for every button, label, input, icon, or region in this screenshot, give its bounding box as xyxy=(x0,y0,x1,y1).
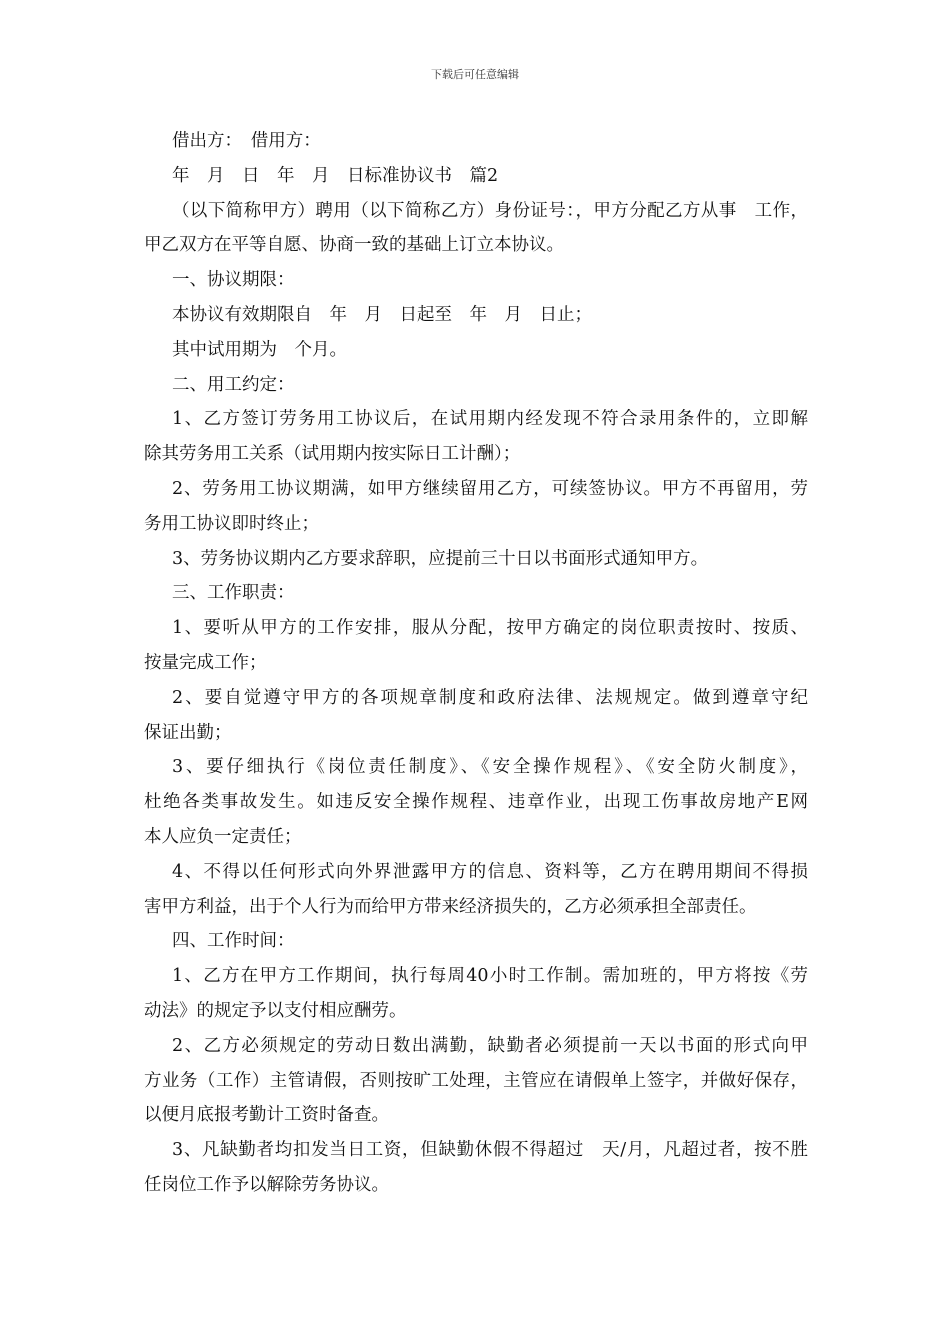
paragraph-line: 以便月底报考勤计工资时备查。 xyxy=(144,1105,389,1126)
paragraph-line: 4、不得以任何形式向外界泄露甲方的信息、资料等，乙方在聘用期间不得损 xyxy=(172,861,808,882)
section-heading: 二、用工约定： xyxy=(172,374,295,395)
paragraph-line: 1、乙方签订劳务用工协议后，在试用期内经发现不符合录用条件的，立即解 xyxy=(172,409,808,430)
paragraph-line: 3、要仔细执行《岗位责任制度》、《安全操作规程》、《安全防火制度》， xyxy=(172,757,808,778)
page-header-note: 下载后可任意编辑 xyxy=(431,68,519,81)
signature-line: 借出方： 借用方： xyxy=(172,131,321,151)
paragraph-line: 本人应负一定责任； xyxy=(144,826,302,847)
section-heading: 三、工作职责： xyxy=(172,583,295,604)
section-heading: 四、工作时间： xyxy=(172,931,295,952)
paragraph-line: 动法》的规定予以支付相应酬劳。 xyxy=(144,1000,407,1021)
paragraph-line: 方业务（工作）主管请假，否则按旷工处理，主管应在请假单上签字，并做好保存， xyxy=(144,1070,808,1091)
section-heading: 一、协议期限： xyxy=(172,270,295,291)
paragraph-line: 其中试用期为 个月。 xyxy=(172,339,347,360)
document-body xyxy=(144,124,808,1203)
paragraph-line: 务用工协议即时终止； xyxy=(144,513,319,534)
paragraph-line: 1、乙方在甲方工作期间，执行每周40小时工作制。需加班的，甲方将按《劳 xyxy=(172,966,808,987)
paragraph-line: 保证出勤； xyxy=(144,722,232,743)
paragraph-line: 除其劳务用工关系（试用期内按实际日工计酬）； xyxy=(144,444,521,465)
paragraph-line: （以下简称甲方）聘用（以下简称乙方）身份证号：，甲方分配乙方从事 工作， xyxy=(172,200,808,221)
paragraph-line: 害甲方利益，出于个人行为而给甲方带来经济损失的，乙方必须承担全部责任。 xyxy=(144,896,757,917)
paragraph-line: 本协议有效期限自 年 月 日起至 年 月 日止； xyxy=(172,304,592,325)
paragraph-line: 1、要听从甲方的工作安排，服从分配，按甲方确定的岗位职责按时、按质、 xyxy=(172,618,808,639)
paragraph-line: 2、要自觉遵守甲方的各项规章制度和政府法律、法规规定。做到遵章守纪 xyxy=(172,687,808,708)
paragraph-line: 3、劳务协议期内乙方要求辞职，应提前三十日以书面形式通知甲方。 xyxy=(172,548,709,569)
paragraph-line: 甲乙双方在平等自愿、协商一致的基础上订立本协议。 xyxy=(144,235,564,256)
paragraph-line: 2、劳务用工协议期满，如甲方继续留用乙方，可续签协议。甲方不再留用，劳 xyxy=(172,478,808,499)
paragraph-line: 3、凡缺勤者均扣发当日工资，但缺勤休假不得超过 天/月，凡超过者，按不胜 xyxy=(172,1140,808,1161)
paragraph-line: 杜绝各类事故发生。如违反安全操作规程、违章作业，出现工伤事故房地产E网 xyxy=(144,792,808,813)
paragraph-line: 任岗位工作予以解除劳务协议。 xyxy=(144,1174,389,1195)
paragraph-line: 按量完成工作； xyxy=(144,652,267,673)
date-title-line: 年 月 日 年 月 日标准协议书 篇2 xyxy=(172,165,499,186)
paragraph-line: 2、乙方必须规定的劳动日数出满勤，缺勤者必须提前一天以书面的形式向甲 xyxy=(172,1035,808,1056)
